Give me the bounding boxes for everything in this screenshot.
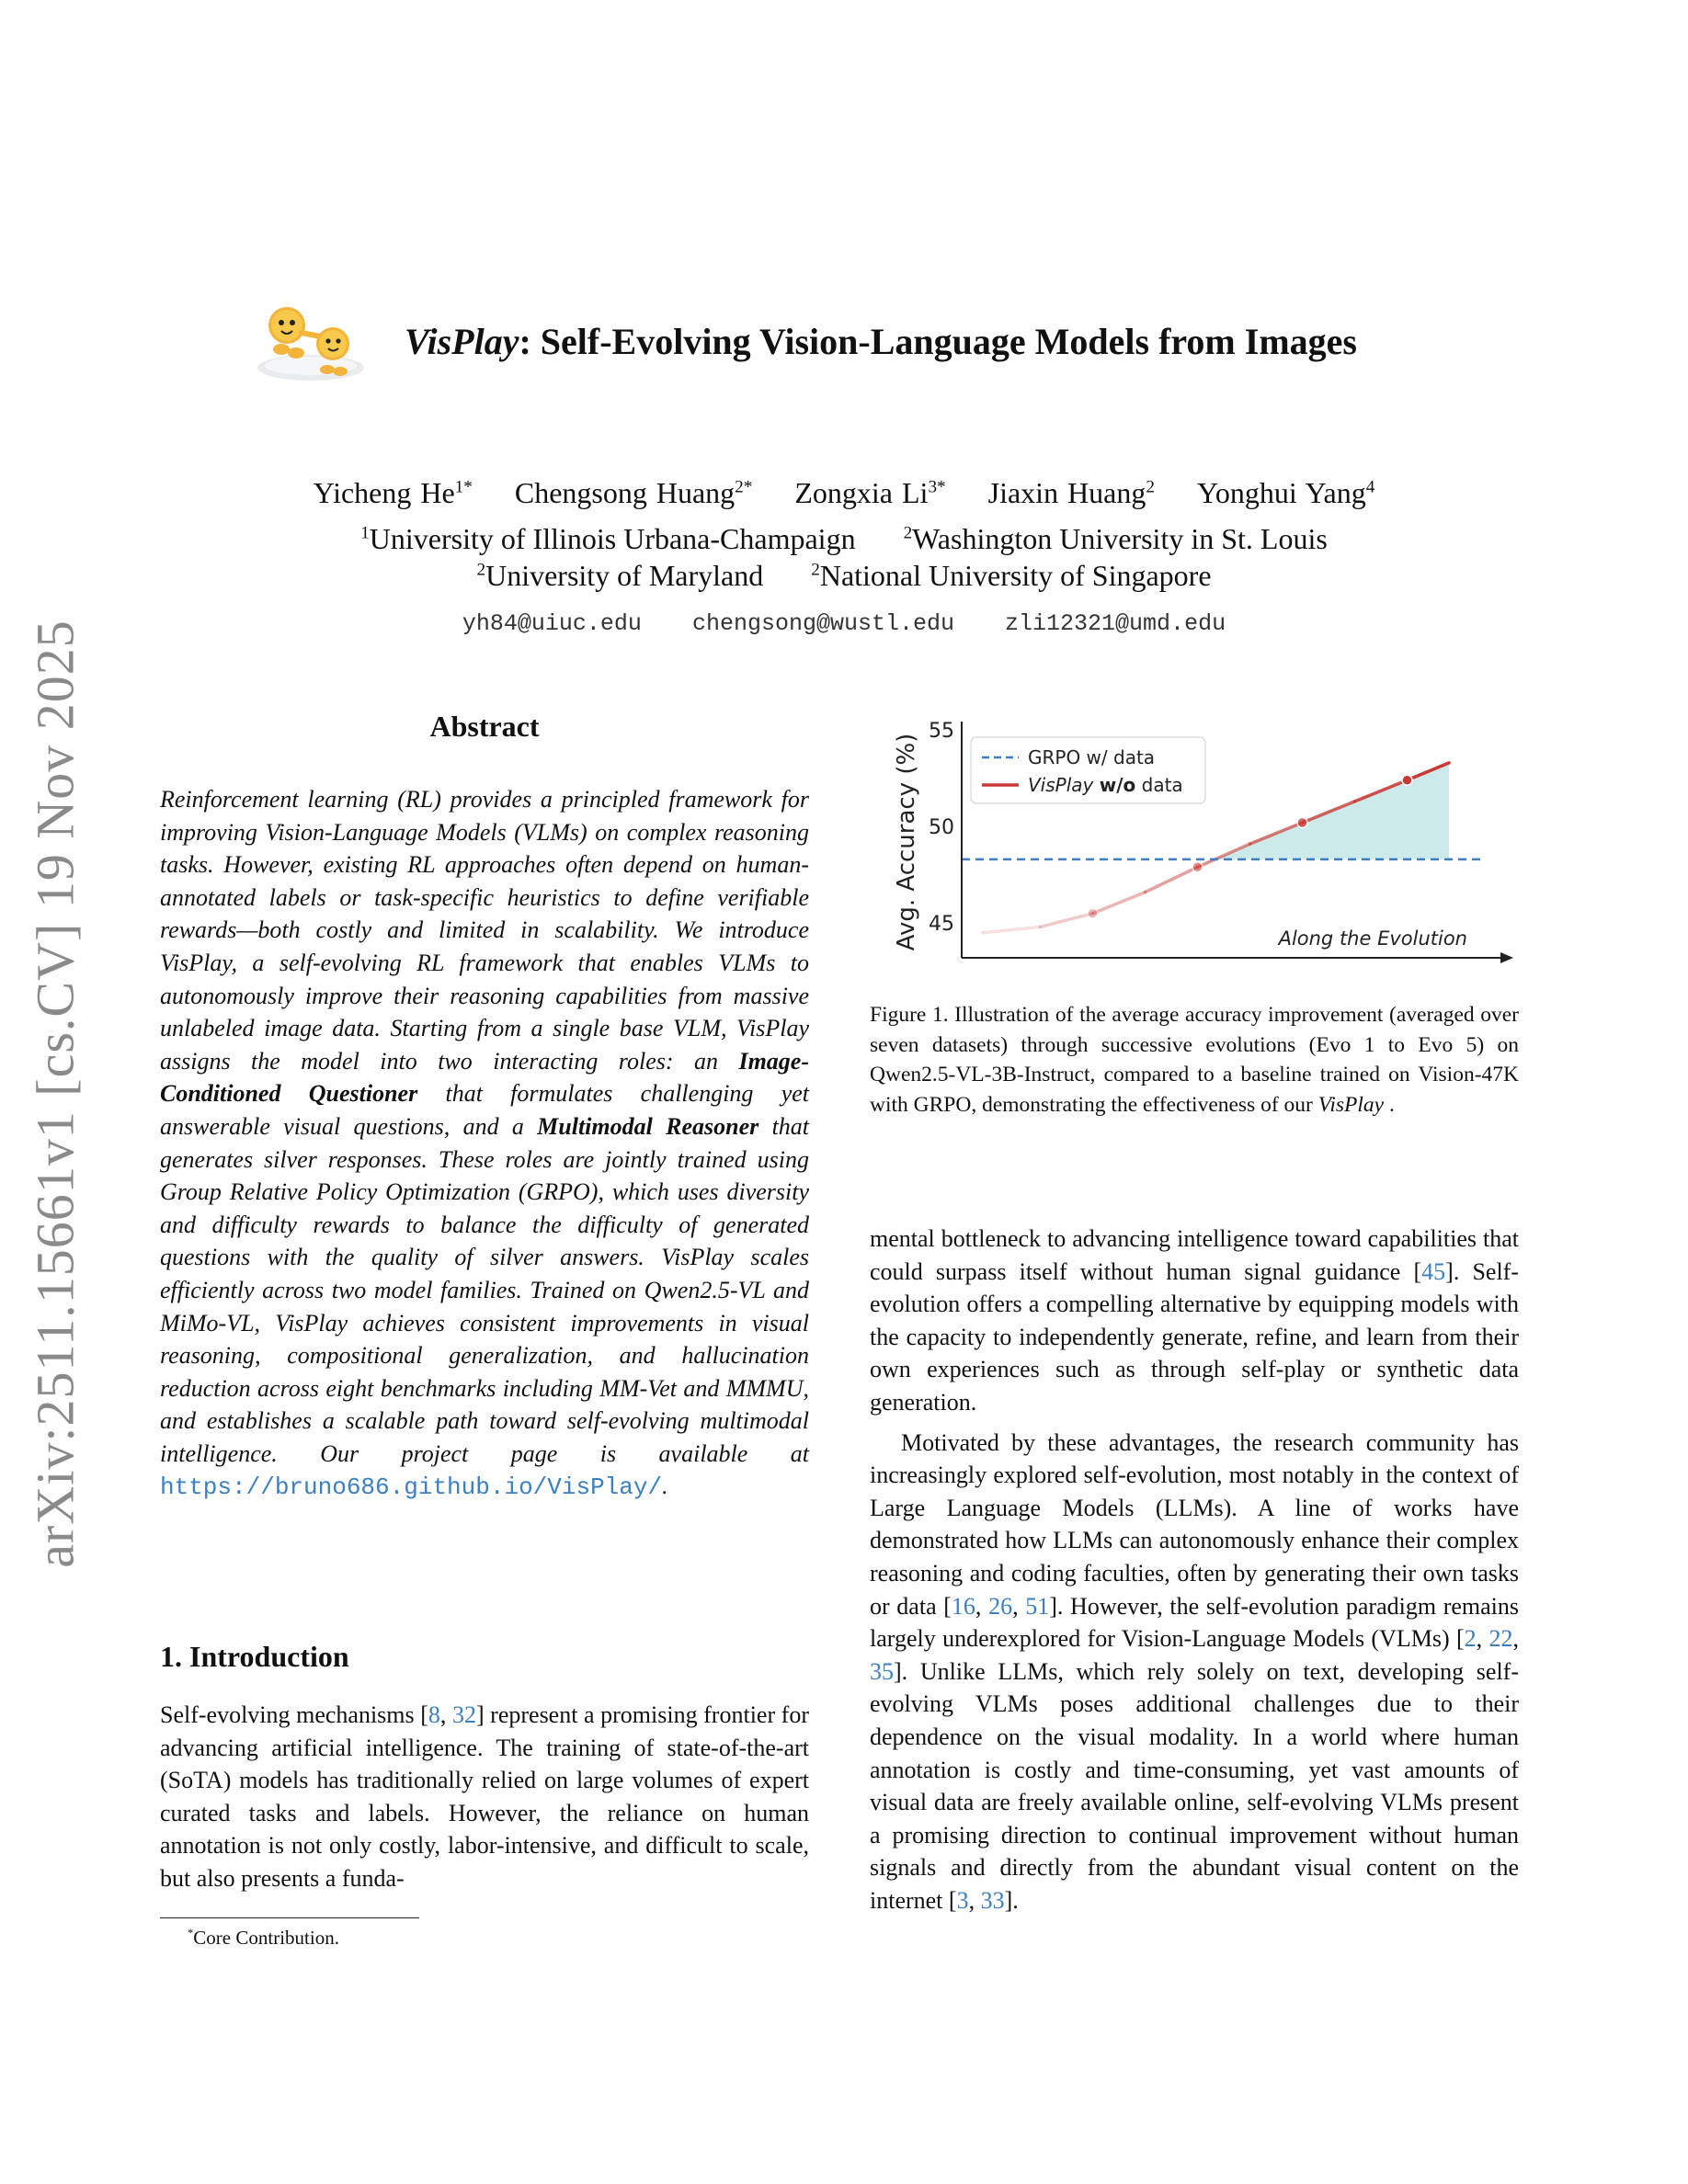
affiliation: $^2$Washington University in St. Louis bbox=[903, 522, 1328, 555]
abstract-heading: Abstract bbox=[429, 710, 540, 743]
paragraph: mental bottleneck to advancing intelligence toward capabilities that could surpass itself without human signal guidance [45]. Self-evolution offers a compelling alternative by equipping models with the capacity to independently generate, refine, and learn from their own experiences such as through self-play or synthetic data generation. bbox=[870, 1225, 1520, 1416]
author: Zongxia $Li^{3*}$ bbox=[794, 476, 946, 509]
citation-link[interactable]: 22 bbox=[1488, 1625, 1513, 1653]
x-axis-label: Along the Evolution bbox=[1278, 927, 1467, 950]
citation-link[interactable]: 45 bbox=[1421, 1257, 1446, 1285]
legend-grpo-label: GRPO w/ data bbox=[1028, 746, 1156, 768]
author-list bbox=[0, 476, 1688, 510]
citation-link[interactable]: 16 bbox=[951, 1592, 975, 1620]
email-link[interactable]: yh84@uiuc.edu bbox=[462, 610, 642, 637]
author: Yicheng $He^{1*}$ bbox=[313, 476, 473, 509]
visplay-line-segment bbox=[1093, 893, 1146, 914]
email-link[interactable]: zli12321@umd.edu bbox=[1005, 610, 1226, 637]
footnote-divider bbox=[160, 1917, 419, 1918]
author: Yonghui Yang$^4$ bbox=[1196, 476, 1375, 509]
y-tick-label: 50 bbox=[929, 816, 954, 840]
project-page-link[interactable]: https://bruno686.github.io/VisPlay/ bbox=[160, 1473, 663, 1502]
author: Jiaxin Huang$^2$ bbox=[987, 476, 1155, 509]
citation-link[interactable]: 33 bbox=[980, 1886, 1005, 1914]
y-axis-label: Avg. Accuracy (%) bbox=[893, 733, 920, 951]
citation-link[interactable]: 8 bbox=[428, 1701, 440, 1728]
x-axis-arrow-icon bbox=[1500, 952, 1513, 963]
visplay-line-segment bbox=[983, 927, 1041, 932]
figure-1 bbox=[888, 717, 1513, 984]
affiliations-line-1 bbox=[0, 522, 1688, 556]
footnote: *Core Contribution. bbox=[188, 1927, 339, 1949]
visplay-line-segment bbox=[1041, 914, 1093, 927]
citation-link[interactable]: 2 bbox=[1464, 1625, 1477, 1653]
arxiv-id: arXiv:2511.15661v1 [cs.CV] 19 Nov 2025 bbox=[25, 620, 86, 1568]
affiliation: $^1$University of Illinois Urbana-Champaign bbox=[360, 522, 856, 555]
citation-link[interactable]: 51 bbox=[1025, 1592, 1050, 1620]
title-emphasis: VisPlay bbox=[405, 321, 519, 362]
author: Chengsong Huang$^{2*}$ bbox=[514, 476, 753, 509]
visplay-data-point bbox=[1297, 818, 1307, 828]
right-column-text bbox=[870, 1223, 1519, 1917]
abstract-body: Reinforcement learning (RL) provides a principled framework for improving Vision-Language Models (VLMs) on complex reasoning tasks. However, existing RL approaches often depend on human-annotated labels or task-specific heuristics to define verifiable rewards—both costly and limited in scalability. We introduce VisPlay, a self-evolving RL framework that enables VLMs to autonomously improve their reasoning capabilities from massive unlabeled image data. Starting from a single base VLM, VisPlay assigns the model into two interacting roles: an Image-Conditioned Questioner that formulates challenging yet answerable visual questions, and a Multimodal Reasoner that generates silver responses. These roles are jointly trained using Group Relative Policy Optimization (GRPO), which uses diversity and difficulty rewards to balance the difficulty of generated questions with the quality of silver answers. VisPlay scales efficiently across two model families. Trained on Qwen2.5-VL and MiMo-VL, VisPlay achieves consistent improvements in visual reasoning, compositional generalization, and hallucination reduction across eight benchmarks including MM-Vet and MMMU, and establishes a scalable path toward self-evolving multimodal intelligence. Our project page is available at https://bruno686.github.io/VisPlay/. bbox=[160, 786, 810, 1502]
citation-link[interactable]: 35 bbox=[870, 1657, 894, 1685]
affiliation: $^2$University of Maryland bbox=[476, 559, 764, 592]
title-rest: : Self-Evolving Vision-Language Models from Images bbox=[519, 321, 1357, 362]
reasoner-term: Multimodal Reasoner bbox=[537, 1112, 759, 1140]
email-link[interactable]: chengsong@wustl.edu bbox=[691, 610, 955, 637]
y-tick-label: 55 bbox=[929, 720, 954, 744]
title-row bbox=[248, 292, 1471, 393]
legend-visplay-label: VisPlay w/o data bbox=[1028, 774, 1183, 796]
affiliations-line-2 bbox=[0, 559, 1688, 593]
visplay-data-point bbox=[1402, 775, 1412, 785]
mascot-logo-icon bbox=[248, 292, 377, 393]
paragraph: Motivated by these advantages, the research community has increasingly explored self-evolution, most notably in the context of Large Language Models (LLMs). A line of works have demonstrated how LLMs can autonomously enhance their complex reasoning and coding faculties, often by generating their own tasks or data [16, 26, 51]. However, the self-evolution paradigm remains largely underexplored for Vision-Language Models (VLMs) [2, 22, 35]. Unlike LLMs, which rely solely on text, developing self-evolving VLMs poses additional challenges due to their dependence on the visual modality. In a world where human annotation is costly and time-consuming, yet vast amounts of visual data are freely available online, self-evolving VLMs present a promising direction to continual improvement without human signals and directly from the abundant visual content on the internet [3, 33]. bbox=[870, 1428, 1520, 1914]
y-tick-label: 45 bbox=[929, 913, 954, 937]
visplay-line-segment bbox=[1146, 867, 1198, 892]
email-list bbox=[0, 610, 1688, 637]
citation-link[interactable]: 26 bbox=[988, 1592, 1013, 1620]
citation-link[interactable]: 32 bbox=[451, 1701, 476, 1728]
affiliation: $^2$National University of Singapore bbox=[811, 559, 1212, 592]
arxiv-watermark bbox=[0, 607, 110, 1581]
questioner-term: Image-Conditioned Questioner bbox=[160, 1047, 810, 1108]
citation-link[interactable]: 3 bbox=[956, 1886, 969, 1914]
section-heading-introduction: 1. Introduction bbox=[160, 1640, 349, 1673]
intro-paragraph: Self-evolving mechanisms [8, 32] represent a promising frontier for advancing artificial intelligence. The training of state-of-the-art (SoTA) models has traditionally relied on large volumes of expert curated tasks and labels. However, the reliance on human annotation is not only costly, labor-intensive, and difficult to scale, but also presents a funda- bbox=[160, 1701, 810, 1892]
accuracy-line-chart bbox=[888, 717, 1513, 984]
paper-title bbox=[405, 320, 1357, 363]
visplay-data-point bbox=[1192, 862, 1203, 872]
visplay-data-point bbox=[1088, 908, 1098, 918]
figure-caption: Figure 1. Illustration of the average accuracy improvement (averaged over seven datasets) through successive evolutions (Evo 1 to Evo 5) on Qwen2.5-VL-3B-Instruct, compared to a baseline trained on Vision-47K with GRPO, demonstrating the effectiveness of our VisPlay . bbox=[870, 1003, 1519, 1117]
